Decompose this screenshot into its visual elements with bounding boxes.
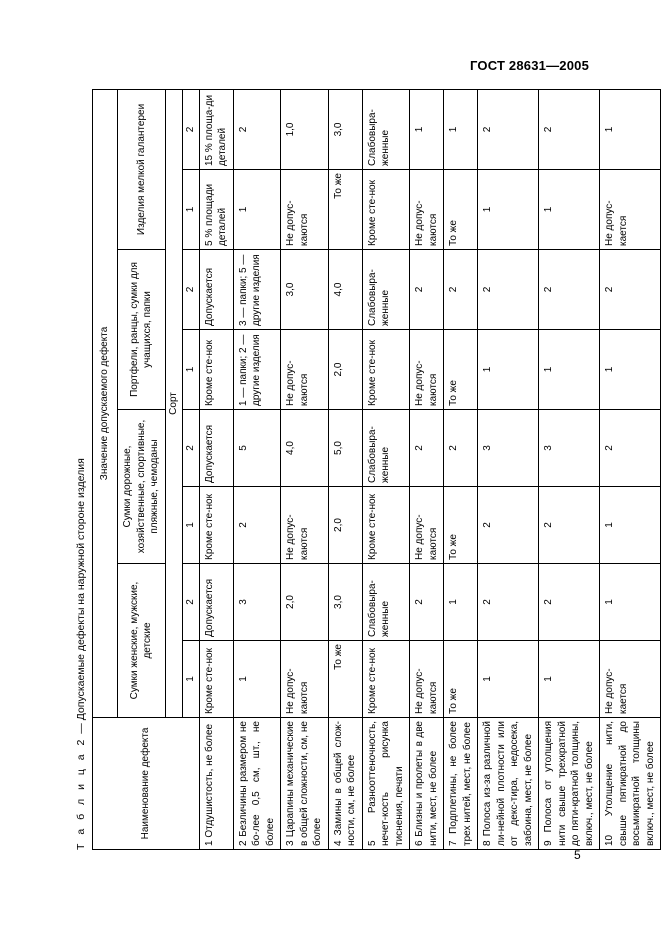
- table-row: [328, 89, 362, 849]
- table-cell: 1: [539, 641, 600, 718]
- table-cell: Не допус-кается: [600, 641, 661, 718]
- table-row: [362, 89, 410, 849]
- table-cell: 2: [444, 410, 478, 487]
- table-cell: 3,0: [281, 250, 329, 330]
- table-cell: Слабовыра-женные: [362, 564, 410, 641]
- table-cell: 1 — папки; 2 — другие изделия: [233, 330, 281, 410]
- table-cell: Не допус-кается: [600, 170, 661, 250]
- table-row: [199, 89, 233, 849]
- table-cell: 2: [600, 410, 661, 487]
- table-cell: Не допус-каются: [410, 487, 444, 564]
- table-row: [233, 89, 281, 849]
- table-cell: 1: [478, 330, 539, 410]
- table-cell: 1: [539, 170, 600, 250]
- table-cell: Кроме сте-нок: [362, 330, 410, 410]
- table-cell: 2: [539, 89, 600, 169]
- table-cell: 4,0: [328, 250, 362, 330]
- grade-header: 1: [182, 170, 199, 250]
- table-cell: Кроме сте-нок: [199, 330, 233, 410]
- column-header-defect-name: Наименование дефекта: [93, 718, 200, 850]
- table-caption: [70, 90, 92, 850]
- table-cell: Не допус-каются: [281, 641, 329, 718]
- table-cell: Кроме сте-нок: [362, 641, 410, 718]
- table-cell: 2: [600, 250, 661, 330]
- table-cell: 2: [410, 564, 444, 641]
- sort-header: Сорт: [165, 89, 182, 717]
- group-header-small-goods: Изделия мелкой галантереи: [118, 89, 166, 249]
- table-cell: 1: [600, 330, 661, 410]
- rotated-table-wrapper: [70, 90, 656, 850]
- table-cell: Кроме сте-нок: [362, 170, 410, 250]
- table-cell: 2,0: [328, 487, 362, 564]
- table-cell: 5: [233, 410, 281, 487]
- table-row: [478, 89, 539, 849]
- group-header-school-bags: Портфели, ранцы, сумки для учащихся, папки: [118, 250, 166, 410]
- table-cell: Кроме сте-нок: [199, 487, 233, 564]
- table-cell: 3: [233, 564, 281, 641]
- table-cell: 15 % площа-ди деталей: [199, 89, 233, 169]
- table-cell: 2: [444, 250, 478, 330]
- table-cell: 2: [478, 564, 539, 641]
- table-cell: То же: [328, 641, 362, 718]
- grade-header: 2: [182, 89, 199, 169]
- table-cell: 1: [410, 89, 444, 169]
- table-cell: 1: [233, 170, 281, 250]
- grade-header: 1: [182, 487, 199, 564]
- table-cell: 1: [444, 89, 478, 169]
- table-cell: Кроме сте-нок: [362, 487, 410, 564]
- table-cell: Слабовыра-женные: [362, 250, 410, 330]
- table-cell: 2,0: [328, 330, 362, 410]
- table-cell: Не допус-каются: [281, 170, 329, 250]
- table-cell: 1: [539, 330, 600, 410]
- table-row: [281, 89, 329, 849]
- table-cell: 1: [233, 641, 281, 718]
- table-cell: 3: [478, 410, 539, 487]
- table-cell: 2: [539, 564, 600, 641]
- table-cell: 1: [444, 564, 478, 641]
- table-cell: 2: [233, 89, 281, 169]
- table-cell: 1,0: [281, 89, 329, 169]
- defect-name: 3 Царапины механические в общей сложности, см, не более: [281, 718, 329, 850]
- caption-prefix: Т а б л и ц а 2: [75, 736, 87, 850]
- table-cell: То же: [444, 641, 478, 718]
- table-cell: 1: [600, 89, 661, 169]
- table-cell: 2: [478, 89, 539, 169]
- table-cell: Не допус-каются: [410, 641, 444, 718]
- table-cell: 3,0: [328, 564, 362, 641]
- standard-designation: ГОСТ 28631—2005: [470, 58, 589, 73]
- defect-name: 8 Полоса из-за различной ли-нейной плотности или от декс-тира, недосека, забоина, мест, не более: [478, 718, 539, 850]
- defect-name: 9 Полоса от утолщения нити свыше трехкратной до пяти-кратной толщины, включ., мест, не более: [539, 718, 600, 850]
- table-row: [600, 89, 661, 849]
- table-cell: 2: [478, 487, 539, 564]
- defect-name: 6 Близны и пролеты в две нити, мест, не более: [410, 718, 444, 850]
- table-cell: Не допус-каются: [410, 170, 444, 250]
- table-cell: Допускается: [199, 564, 233, 641]
- table-cell: 2: [410, 410, 444, 487]
- table-cell: 2: [539, 487, 600, 564]
- defect-name: 7 Подплетины, не более трех нитей, мест, не более: [444, 718, 478, 850]
- table-cell: 1: [600, 487, 661, 564]
- table-cell: Допускается: [199, 410, 233, 487]
- page-number: 5: [574, 848, 581, 862]
- defects-table: [92, 89, 661, 850]
- table-cell: Не допус-каются: [410, 330, 444, 410]
- table-cell: 3,0: [328, 89, 362, 169]
- column-header-values: Значение допускаемого дефекта: [93, 89, 118, 717]
- caption-text: — Допускаемые дефекты на наружной стороне изделия: [75, 458, 87, 737]
- group-header-bags: Сумки женские, мужские, детские: [118, 564, 166, 718]
- grade-header: 2: [182, 410, 199, 487]
- table-cell: 5,0: [328, 410, 362, 487]
- table-cell: То же: [444, 170, 478, 250]
- table-cell: 1: [478, 170, 539, 250]
- defect-name: 10 Утолщение нити, свыше пятикратной до восьмикратной толщины включ., мест, не более: [600, 718, 661, 850]
- table-cell: Не допус-каются: [281, 487, 329, 564]
- table-cell: То же: [444, 330, 478, 410]
- table-cell: 2: [478, 250, 539, 330]
- defect-name: 5 Разнооттеночность, нечет-кость рисунка тиснения, печати: [362, 718, 410, 850]
- table-cell: Допускается: [199, 250, 233, 330]
- table-row: [410, 89, 444, 849]
- table-cell: 3: [539, 410, 600, 487]
- table-cell: 1: [478, 641, 539, 718]
- table-cell: 1: [600, 564, 661, 641]
- grade-header: 2: [182, 564, 199, 641]
- table-row: [539, 89, 600, 849]
- table-cell: Не допус-каются: [281, 330, 329, 410]
- table-cell: То же: [444, 487, 478, 564]
- table-cell: 2: [539, 250, 600, 330]
- group-header-travel-bags: Сумки дорожные, хозяйственные, спортивные, пляжные, чемоданы: [118, 410, 166, 564]
- table-cell: Слабовыра-женные: [362, 410, 410, 487]
- table-cell: Кроме сте-нок: [199, 641, 233, 718]
- defect-name: 2 Безличины размером не бо-лее 0,5 см, шт., не более: [233, 718, 281, 850]
- defect-name: 1 Отдушистость, не более: [199, 718, 233, 850]
- table-cell: 4,0: [281, 410, 329, 487]
- defect-name: 4 Замины в общей слож-ности, см, не более: [328, 718, 362, 850]
- grade-header: 1: [182, 641, 199, 718]
- table-cell: Слабовыра-женные: [362, 89, 410, 169]
- table-cell: 2,0: [281, 564, 329, 641]
- table-cell: То же: [328, 170, 362, 250]
- table-cell: 2: [233, 487, 281, 564]
- table-cell: 3 — папки; 5 — другие изделия: [233, 250, 281, 330]
- table-row: [444, 89, 478, 849]
- table-cell: 5 % площади деталей: [199, 170, 233, 250]
- table-cell: 2: [410, 250, 444, 330]
- grade-header: 1: [182, 330, 199, 410]
- grade-header: 2: [182, 250, 199, 330]
